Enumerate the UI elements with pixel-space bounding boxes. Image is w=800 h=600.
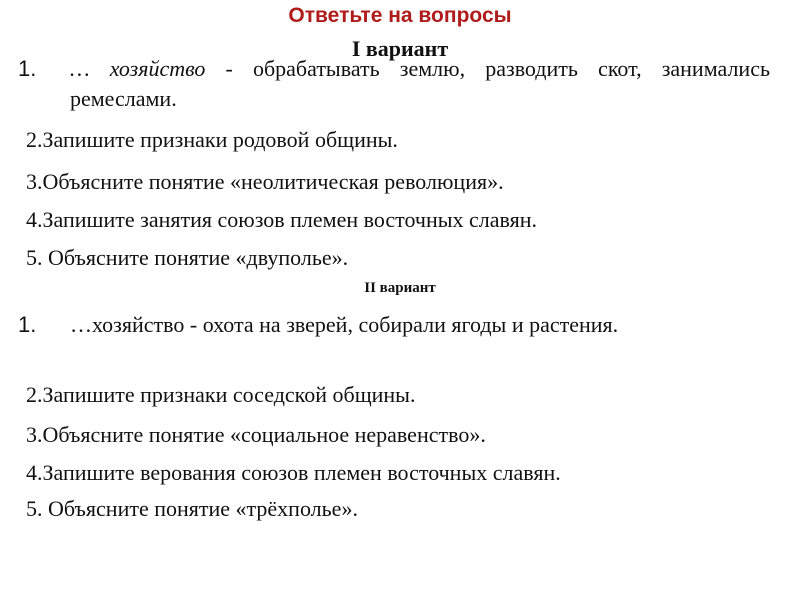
list-marker: 1. [18, 312, 37, 337]
variant-1-question-4: 4.Запишите занятия союзов племен восточных славян. [26, 207, 538, 232]
question-rest: - обрабатывать землю, разводить скот, занимались ремеслами. [70, 56, 770, 111]
variant-2-question-4: 4.Запишите верования союзов племен восточных славян. [26, 460, 561, 485]
question-text: …хозяйство - охота на зверей, собирали ягоды и растения. [70, 312, 619, 337]
variant-2-heading: II вариант [364, 280, 436, 296]
variant-1-question-2: 2.Запишите признаки родовой общины. [26, 127, 398, 152]
question-lead: … хозяйство [70, 56, 206, 81]
variant-1-question-1 [18, 54, 770, 114]
variant-2-question-5: 5. Объясните понятие «трёхполье». [26, 496, 358, 521]
variant-2-question-3: 3.Объясните понятие «социальное неравенство». [26, 422, 486, 447]
question-text [70, 54, 770, 114]
page-title: Ответьте на вопросы [288, 4, 512, 27]
variant-1-heading: I вариант [351, 36, 449, 61]
variant-1-question-5: 5. Объясните понятие «двуполье». [26, 245, 349, 270]
variant-2-question-1 [18, 310, 770, 340]
variant-2-question-2: 2.Запишите признаки соседской общины. [26, 382, 416, 407]
list-marker: 1. [18, 56, 37, 81]
variant-1-question-3: 3.Объясните понятие «неолитическая революция». [26, 169, 504, 194]
